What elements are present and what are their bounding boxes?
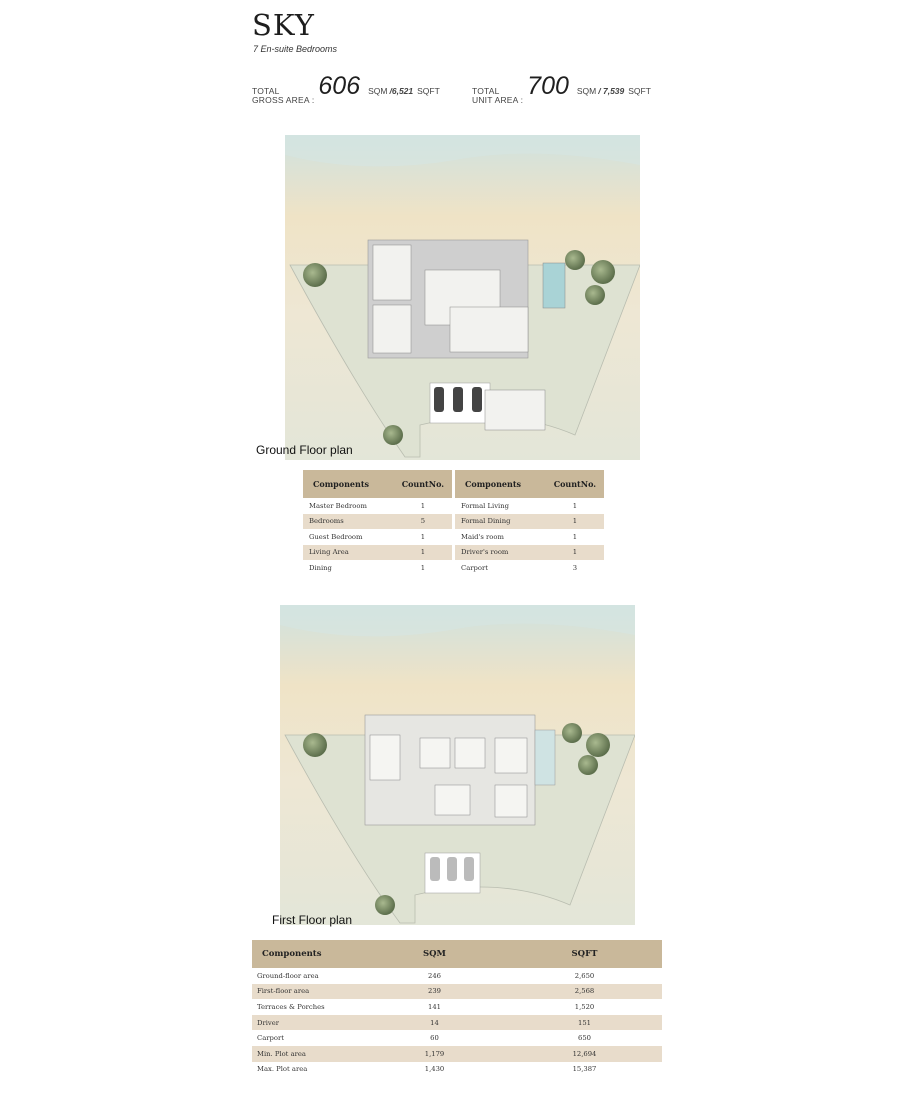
gross-area-summary [252, 74, 442, 105]
gross-area-sqm-value: 606 [318, 72, 361, 100]
table-row [252, 1030, 662, 1046]
column-header: Components [455, 470, 546, 498]
component-name: Driver's room [455, 545, 546, 561]
first-floor-plan-label: First Floor plan [272, 913, 353, 927]
components-table-left [303, 470, 452, 576]
component-count: 1 [546, 545, 604, 561]
component-count: 1 [546, 514, 604, 530]
table-row [455, 545, 604, 561]
area-sqft: 2,650 [574, 971, 595, 980]
area-sqm: 14 [362, 1015, 507, 1031]
area-component: First-floor area [252, 984, 362, 1000]
table-row [252, 1046, 662, 1062]
unit-area-summary [472, 74, 653, 105]
table-row [455, 529, 604, 545]
component-count: 1 [572, 501, 578, 510]
table-row [252, 1062, 662, 1078]
area-sqft: 15,387 [572, 1065, 597, 1074]
area-sqm: 1,179 [362, 1046, 507, 1062]
component-count: 1 [394, 545, 452, 561]
area-sqm: 239 [362, 984, 507, 1000]
component-count: 3 [572, 563, 578, 572]
page-subtitle: 7 En-suite Bedrooms [253, 44, 338, 54]
area-component: Ground-floor area [257, 971, 319, 980]
gross-area-sqft-value: /6,521 [389, 86, 414, 96]
area-sqm: 1,430 [424, 1065, 445, 1074]
column-header: CountNo. [546, 470, 604, 498]
gross-area-label: TOTAL GROSS AREA : [252, 86, 315, 105]
table-row [252, 999, 662, 1015]
area-sqm: 246 [428, 971, 441, 980]
area-component: Min. Plot area [252, 1046, 362, 1062]
unit-area-label: TOTAL UNIT AREA : [472, 86, 524, 105]
area-sqft: 1,520 [574, 1002, 595, 1011]
component-count: 1 [572, 532, 578, 541]
component-count: 1 [420, 563, 426, 572]
table-row [455, 498, 604, 514]
area-sqm: 60 [430, 1034, 439, 1043]
component-name: Bedrooms [303, 514, 394, 530]
table-row [252, 968, 662, 984]
ground-floor-plan-label: Ground Floor plan [256, 443, 353, 457]
component-name: Master Bedroom [309, 501, 367, 510]
table-row [252, 984, 662, 1000]
area-sqft: 151 [507, 1015, 662, 1031]
area-component: Terraces & Porches [257, 1002, 325, 1011]
component-count: 5 [394, 514, 452, 530]
area-sqft: 650 [578, 1034, 591, 1043]
table-row [455, 560, 604, 576]
table-row [455, 514, 604, 530]
component-name: Maid's room [461, 532, 504, 541]
column-header: Components [303, 470, 394, 498]
page-title: SKY [252, 8, 315, 42]
component-count: 1 [420, 532, 426, 541]
unit-area-sqm-value: 700 [527, 72, 569, 100]
area-sqft: 2,568 [507, 984, 662, 1000]
component-name: Guest Bedroom [309, 532, 363, 541]
component-name: Formal Dining [455, 514, 546, 530]
area-table [252, 940, 662, 1077]
unit-area-sqft-value: / 7,539 [598, 86, 625, 96]
component-name: Formal Living [461, 501, 509, 510]
component-name: Living Area [303, 545, 394, 561]
area-sqft: 12,694 [507, 1046, 662, 1062]
unit-area-sqm-unit: SQM [576, 86, 597, 96]
component-name: Dining [309, 563, 332, 572]
component-name: Carport [461, 563, 488, 572]
column-header: CountNo. [394, 470, 452, 498]
table-row [252, 1015, 662, 1031]
unit-area-sqft-unit: SQFT [628, 86, 651, 96]
ground-floor-plan-image [285, 135, 640, 460]
area-sqm: 141 [428, 1002, 441, 1011]
component-count: 1 [420, 501, 426, 510]
table-row [303, 498, 452, 514]
column-header: SQFT [507, 940, 662, 968]
column-header: SQM [362, 940, 507, 968]
area-component: Max. Plot area [257, 1065, 308, 1074]
area-component: Carport [257, 1034, 284, 1043]
table-row [303, 545, 452, 561]
table-row [303, 514, 452, 530]
first-floor-plan-image [280, 605, 635, 925]
components-table-right [455, 470, 604, 576]
table-row [303, 560, 452, 576]
table-row [303, 529, 452, 545]
area-component: Driver [252, 1015, 362, 1031]
column-header: Components [252, 940, 362, 968]
gross-area-sqft-unit: SQFT [417, 86, 440, 96]
gross-area-sqm-unit: SQM [368, 86, 388, 96]
